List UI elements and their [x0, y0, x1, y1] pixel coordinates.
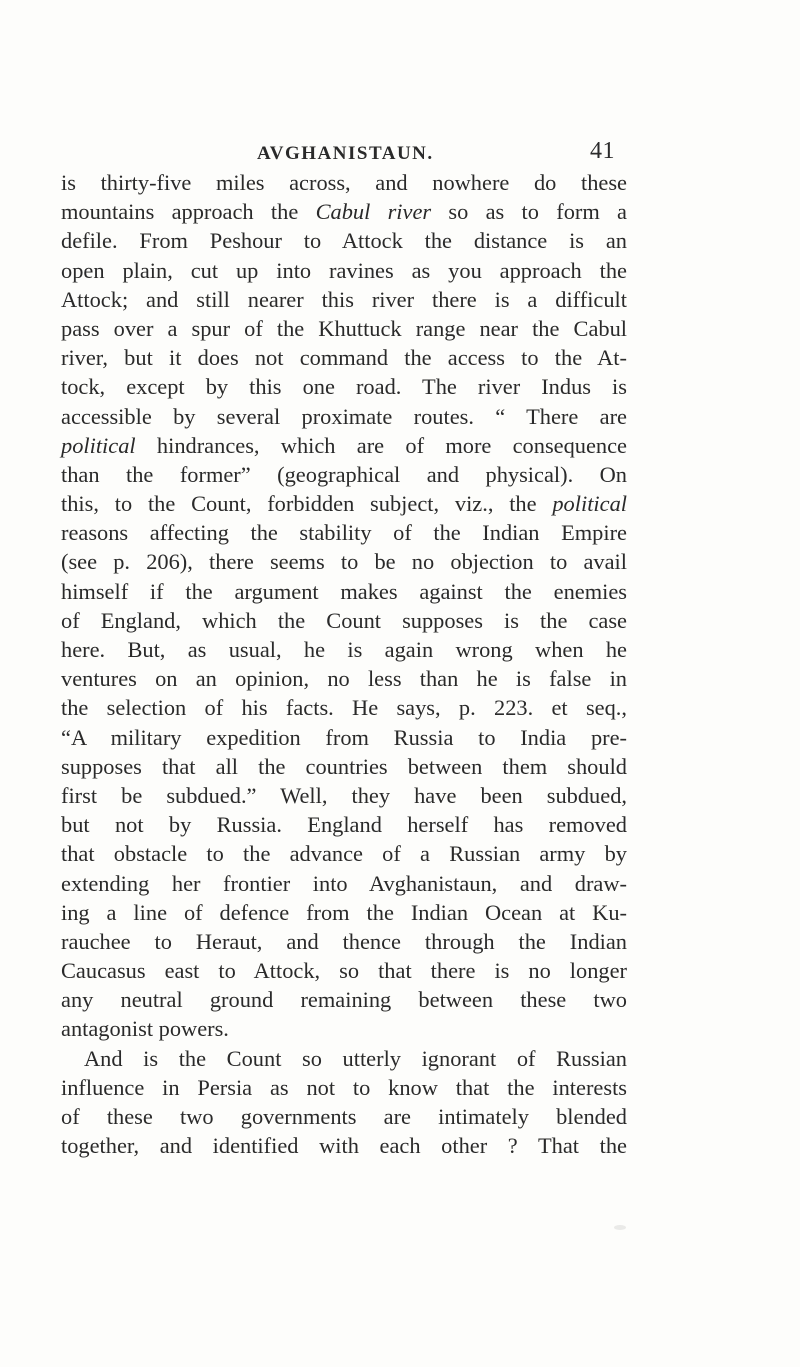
text-line: reasons affecting the stability of the Indian Empire	[61, 520, 627, 546]
text-line: himself if the argument makes against the enemies	[61, 578, 627, 604]
text-line: first be subdued.” Well, they have been subdued,	[61, 782, 627, 808]
text-line: of England, which the Count supposes is the case	[61, 607, 627, 633]
text-line: of these two governments are intimately blended	[61, 1104, 627, 1129]
text-line: the selection of his facts. He says, p. 223. et seq.,	[61, 695, 627, 721]
text-line: ing a line of defence from the Indian Ocean at Ku-	[61, 899, 627, 925]
text-line: this, to the Count, forbidden subject, viz., the political	[61, 491, 627, 517]
italic-phrase: Cabul river	[315, 199, 432, 225]
text-line: rauchee to Heraut, and thence through the Indian	[61, 928, 627, 954]
text-line: than the former” (geographical and physical). On	[61, 461, 627, 487]
text-line: mountains approach the Cabul river so as to form a	[61, 199, 627, 225]
text-line: here. But, as usual, he is again wrong when he	[61, 637, 627, 662]
text-line: extending her frontier into Avghanistaun, and draw-	[61, 870, 627, 896]
text-line: antagonist powers.	[61, 1016, 229, 1042]
text-line: is thirty-five miles across, and nowhere do these	[61, 170, 627, 195]
text-line: tock, except by this one road. The river Indus is	[61, 374, 627, 400]
text-line: river, but it does not command the access to the At-	[61, 345, 627, 371]
paper-smudge	[614, 1225, 626, 1230]
text-line: defile. From Peshour to Attock the distance is an	[61, 228, 627, 254]
text-line: accessible by several proximate routes. “ There are	[61, 403, 627, 429]
text-line: (see p. 206), there seems to be no objection to avail	[61, 549, 627, 575]
italic-phrase: political	[552, 491, 627, 517]
text-line: political hindrances, which are of more consequence	[61, 432, 627, 458]
body-text	[61, 168, 627, 1160]
text-line: together, and identified with each other ? That the	[61, 1133, 627, 1159]
text-line: And is the Count so utterly ignorant of Russian	[84, 1045, 627, 1071]
page-number: 41	[590, 138, 615, 164]
text-line: any neutral ground remaining between these two	[61, 987, 627, 1013]
text-line: that obstacle to the advance of a Russian army by	[61, 841, 627, 867]
text-line: “A military expedition from Russia to India pre-	[61, 724, 627, 750]
text-line: Caucasus east to Attock, so that there is no longer	[61, 958, 627, 984]
text-line: supposes that all the countries between them should	[61, 753, 627, 779]
text-line: ventures on an opinion, no less than he is false in	[61, 666, 627, 692]
text-line: but not by Russia. England herself has removed	[61, 812, 627, 838]
text-line: influence in Persia as not to know that the interests	[61, 1074, 627, 1100]
text-line: Attock; and still nearer this river there is a difficult	[61, 286, 627, 312]
running-head: AVGHANISTAUN.	[257, 143, 434, 164]
italic-phrase: political	[61, 432, 136, 458]
text-line: open plain, cut up into ravines as you approach the	[61, 257, 627, 283]
text-line: pass over a spur of the Khuttuck range near the Cabul	[61, 315, 627, 341]
